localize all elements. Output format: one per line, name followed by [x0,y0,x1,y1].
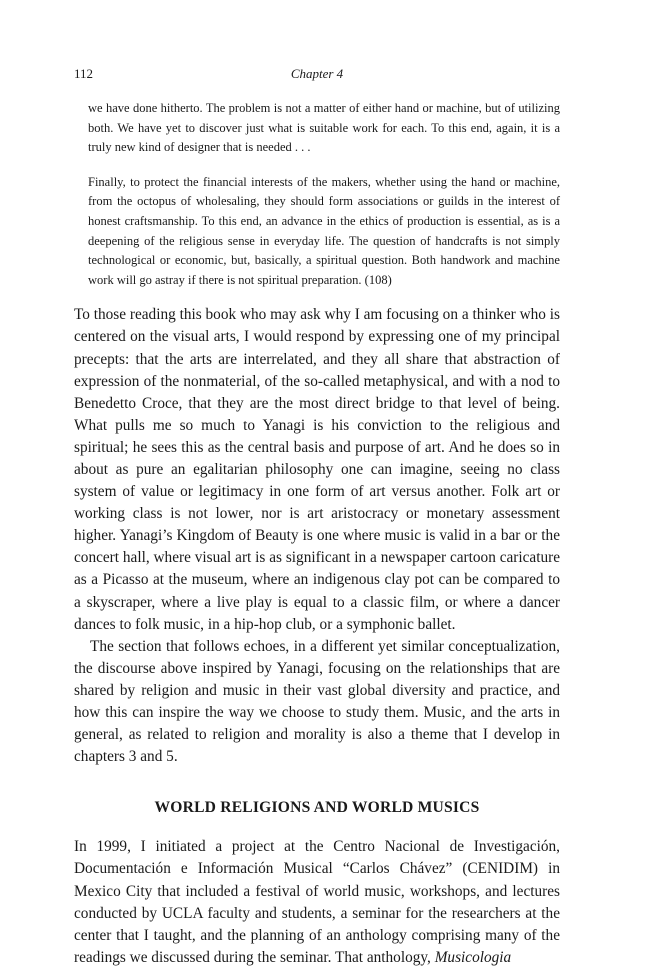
running-head: Chapter 4 [290,66,344,81]
paragraph-text: To those reading this book who may ask why I am focusing on a thinker who is centered on the visual arts, I would respond by expressing one of my principal precepts: that the arts are interrelated, and they all share that abstraction of expression of the nonmaterial, of the so-called metaphysical, and with a nod to Benedetto Croce, that they are the most direct bridge to that level of being. What pulls me so much to Yanagi is his conviction to the religious and spiritual; he sees this as the central basis and purpose of art. And he does so in about as pure an egalitarian philosophy one can imagine, seeing no class system of value or legitimacy in one form of art versus another. Folk art or working class is not lower, nor is art aristocracy or monetary assessment higher. Yanagi’s Kingdom of Beauty is one where music is valid in a bar or the concert hall, where visual art is as significant in a newspaper cartoon caricature as a Picasso at the museum, where an indigenous clay pot can be compared to a skyscraper, where a live play is equal to a classic film, or where a dancer dances to folk music, in a hip-hop club, or a symphonic ballet. [74,306,560,633]
paragraph-text: The section that follows echoes, in a different yet similar conceptualization, the discourse above inspired by Yanagi, focusing on the relationships that are shared by religion and music in their vast global diversity and practice, and how this can inspire the way we choose to study them. Music, and the arts in general, as related to religion and morality is also a theme that I develop in chapters 3 and 5. [74,637,560,766]
paragraph-text-main: In 1999, I initiated a project at the Centro Nacional de Investigación, Documentación e Información Musical “Carlos Chávez” (CENIDIM) in Mexico City that included a festival of world music, workshops, and lectures conducted by UCLA faculty and students, a seminar for the researchers at the center that I taught, and the planning of an anthology comprising many of the readings we discussed during the seminar. That anthology, [74,838,560,966]
page-header [74,64,560,86]
paragraph-text [74,836,560,969]
block-quote-paragraph-1 [88,99,560,158]
section-heading: WORLD RELIGIONS AND WORLD MUSICS [154,799,480,817]
page-number: 112 [74,66,94,81]
body-paragraph-3 [74,836,560,969]
book-page [74,64,560,969]
body-paragraph-1 [74,304,560,635]
block-quote-text: we have done hitherto. The problem is not a matter of either hand or machine, but of utilizing both. We have yet to discover just what is suitable work for each. To this end, again, it is a truly new kind of designer that is needed . . . [88,101,560,155]
italic-title: Musicologia [434,948,512,966]
body-paragraph-2 [74,636,560,769]
block-quote-text: Finally, to protect the financial interests of the makers, whether using the hand or machine, from the octopus of wholesaling, they should form associations or guilds in the interest of honest craftsmanship. To this end, an advance in the ethics of production is essential, as is a deepening of the religious sense in everyday life. The question of handcrafts is not simply technological or economic, but, basically, a spiritual question. Both handwork and machine work will go astray if there is not spiritual preparation. (108) [88,174,560,287]
block-quote-paragraph-2 [88,173,560,291]
